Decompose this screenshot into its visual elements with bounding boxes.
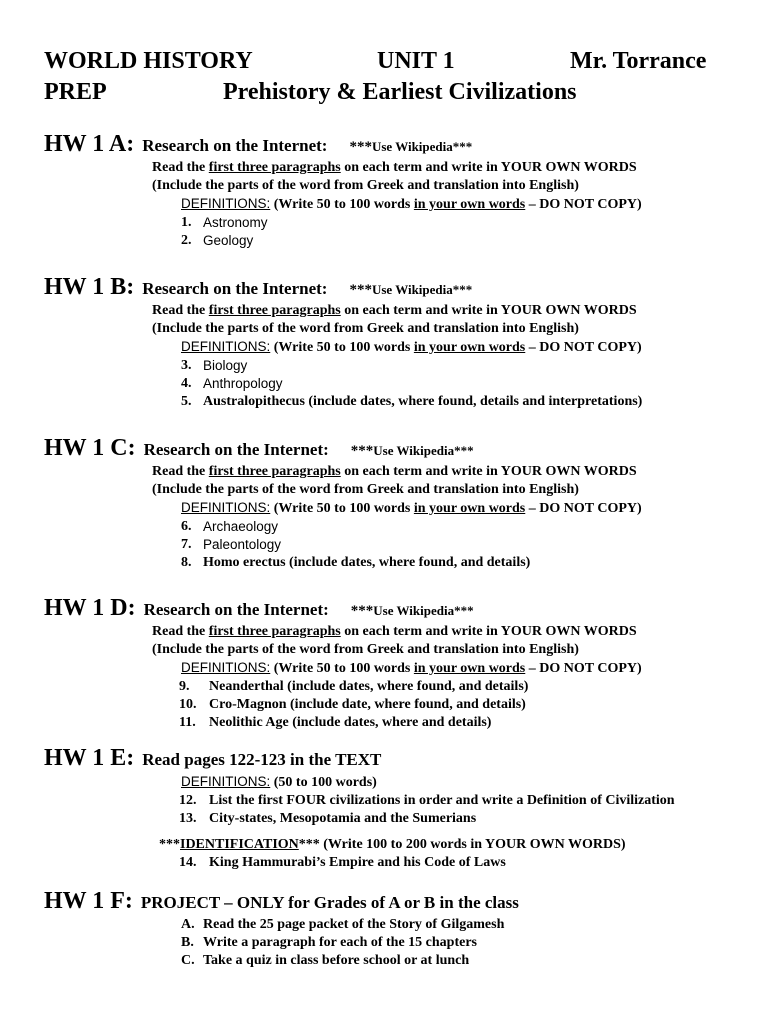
term-list <box>179 678 744 732</box>
unit-title: Prehistory & Earliest Civilizations <box>223 79 577 105</box>
list-item: A. Read the 25 page packet of the Story of Gilgamesh <box>181 917 505 932</box>
hw-title: Research on the Internet: <box>142 136 328 155</box>
hw-1a-section <box>44 131 744 250</box>
include-line: (Include the parts of the word from Greek and translation into English) <box>152 482 579 497</box>
hw-code: HW 1 A: <box>44 131 135 157</box>
list-item: 3. Biology <box>181 358 248 373</box>
hw-1b-section <box>44 274 744 411</box>
list-item: 4. Anthropology <box>181 376 283 391</box>
list-item: 5. Australopithecus (include dates, where found, details and interpretations) <box>181 394 643 409</box>
hw-title: PROJECT – ONLY for Grades of A or B in the class <box>140 893 519 912</box>
prep-label: PREP <box>44 79 107 105</box>
list-item: 11. Neolithic Age (include dates, where and details) <box>179 715 492 730</box>
definitions-line: DEFINITIONS: (Write 50 to 100 words in your own words – DO NOT COPY) <box>181 500 642 516</box>
list-item: 14. King Hammurabi’s Empire and his Code of Laws <box>179 855 506 870</box>
term-list <box>179 792 744 828</box>
list-item: 9. Neanderthal (include dates, where found, and details) <box>179 679 529 694</box>
definitions-line: DEFINITIONS: (Write 50 to 100 words in your own words – DO NOT COPY) <box>181 196 642 212</box>
list-item: 2. Geology <box>181 233 254 248</box>
course-header <box>44 48 724 78</box>
stars: ***Use Wikipedia*** <box>350 603 474 619</box>
hw-title: Research on the Internet: <box>143 440 329 459</box>
hw-1e-section <box>44 745 744 872</box>
hw-1c-section <box>44 435 744 572</box>
list-item: 10. Cro-Magnon (include date, where found, and details) <box>179 697 526 712</box>
include-line: (Include the parts of the word from Greek and translation into English) <box>152 321 579 336</box>
term-list <box>181 357 744 411</box>
identification-line: ***IDENTIFICATION*** (Write 100 to 200 words in YOUR OWN WORDS) <box>159 837 626 852</box>
course-name: WORLD HISTORY <box>44 48 253 74</box>
instruction-line: Read the first three paragraphs on each term and write in YOUR OWN WORDS <box>152 160 637 175</box>
stars: ***Use Wikipedia*** <box>349 139 473 155</box>
list-item: B. Write a paragraph for each of the 15 chapters <box>181 935 477 950</box>
instruction-line: Read the first three paragraphs on each term and write in YOUR OWN WORDS <box>152 464 637 479</box>
hw-code: HW 1 C: <box>44 435 136 461</box>
term-list <box>181 214 744 250</box>
term-list <box>181 518 744 572</box>
include-line: (Include the parts of the word from Greek and translation into English) <box>152 178 579 193</box>
definitions-line: DEFINITIONS: (Write 50 to 100 words in your own words – DO NOT COPY) <box>181 660 642 676</box>
hw-title: Research on the Internet: <box>142 279 328 298</box>
hw-code: HW 1 E: <box>44 745 135 771</box>
stars: ***Use Wikipedia*** <box>350 443 474 459</box>
list-item: 12. List the first FOUR civilizations in order and write a Definition of Civilization <box>179 793 675 808</box>
hw-code: HW 1 D: <box>44 595 136 621</box>
list-item: 8. Homo erectus (include dates, where found, and details) <box>181 555 531 570</box>
hw-1f-section <box>44 888 744 970</box>
include-line: (Include the parts of the word from Greek and translation into English) <box>152 642 579 657</box>
list-item: 7. Paleontology <box>181 537 282 552</box>
list-item: 1. Astronomy <box>181 215 268 230</box>
unit-label: UNIT 1 <box>377 48 455 74</box>
instruction-line: Read the first three paragraphs on each term and write in YOUR OWN WORDS <box>152 303 637 318</box>
hw-title: Read pages 122-123 in the TEXT <box>142 750 382 769</box>
hw-code: HW 1 B: <box>44 274 135 300</box>
hw-code: HW 1 F: <box>44 888 133 914</box>
hw-1d-section <box>44 595 744 732</box>
list-item: C. Take a quiz in class before school or at lunch <box>181 953 470 968</box>
definitions-line: DEFINITIONS: (Write 50 to 100 words in your own words – DO NOT COPY) <box>181 339 642 355</box>
instruction-line: Read the first three paragraphs on each term and write in YOUR OWN WORDS <box>152 624 637 639</box>
stars: ***Use Wikipedia*** <box>349 282 473 298</box>
unit-header <box>44 79 724 109</box>
list-item: 6. Archaeology <box>181 519 279 534</box>
definitions-line: DEFINITIONS: (50 to 100 words) <box>181 774 377 790</box>
list-item: 13. City-states, Mesopotamia and the Sumerians <box>179 811 477 826</box>
project-steps <box>181 916 744 970</box>
teacher-name: Mr. Torrance <box>570 48 707 74</box>
hw-title: Research on the Internet: <box>143 600 329 619</box>
identification-list <box>179 854 744 872</box>
